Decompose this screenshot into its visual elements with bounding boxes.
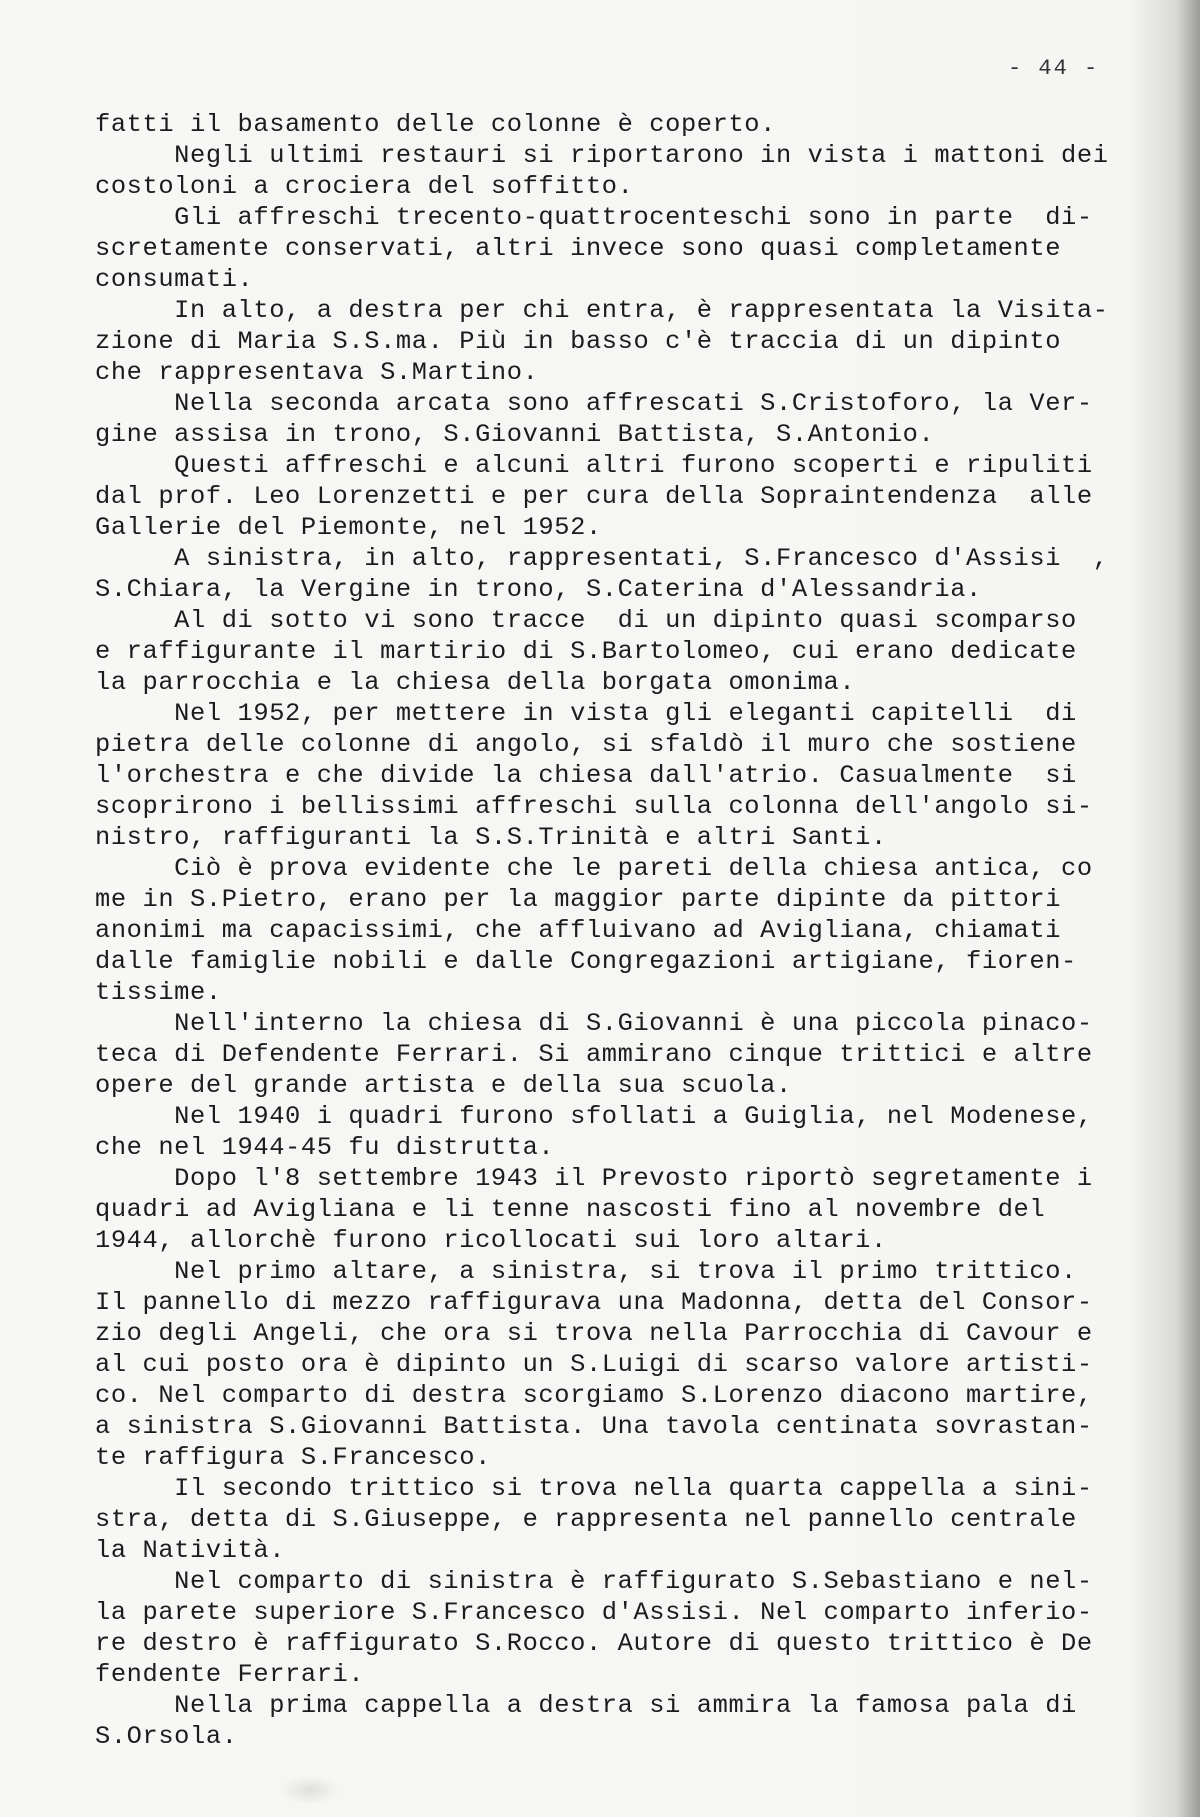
page-number: - 44 - (1008, 56, 1100, 81)
text-line: Nel 1940 i quadri furono sfollati a Guiglia, nel Modenese, (95, 1102, 1093, 1131)
text-line: teca di Defendente Ferrari. Si ammirano cinque trittici e altre (95, 1040, 1093, 1069)
text-line: costoloni a crociera del soffitto. (95, 172, 634, 201)
text-line: re destro è raffigurato S.Rocco. Autore di questo trittico è De (95, 1629, 1093, 1658)
text-line: la Natività. (95, 1536, 286, 1565)
text-line: Nel primo altare, a sinistra, si trova il primo trittico. (95, 1257, 1077, 1286)
page-text (95, 109, 1135, 1752)
text-line: S.Chiara, la Vergine in trono, S.Caterina d'Alessandria. (95, 575, 982, 604)
paper-smudge (280, 1775, 340, 1805)
text-line: che nel 1944-45 fu distrutta. (95, 1133, 555, 1162)
text-line: te raffigura S.Francesco. (95, 1443, 491, 1472)
text-line: Nella seconda arcata sono affrescati S.Cristoforo, la Ver- (95, 389, 1093, 418)
text-line: me in S.Pietro, erano per la maggior parte dipinte da pittori (95, 885, 1062, 914)
text-line: Nel 1952, per mettere in vista gli eleganti capitelli di (95, 699, 1077, 728)
text-line: dalle famiglie nobili e dalle Congregazioni artigiane, fioren- (95, 947, 1077, 976)
text-line: gine assisa in trono, S.Giovanni Battista, S.Antonio. (95, 420, 935, 449)
text-line: la parete superiore S.Francesco d'Assisi. Nel comparto inferio- (95, 1598, 1093, 1627)
text-line: Dopo l'8 settembre 1943 il Prevosto riportò segretamente i (95, 1164, 1093, 1193)
text-line: opere del grande artista e della sua scuola. (95, 1071, 792, 1100)
text-line: In alto, a destra per chi entra, è rappresentata la Visita- (95, 296, 1109, 325)
text-line: A sinistra, in alto, rappresentati, S.Francesco d'Assisi , (95, 544, 1109, 573)
text-line: S.Orsola. (95, 1722, 238, 1751)
text-line: Gli affreschi trecento-quattrocenteschi sono in parte di- (95, 203, 1093, 232)
text-line: nistro, raffiguranti la S.S.Trinità e altri Santi. (95, 823, 887, 852)
text-line: zione di Maria S.S.ma. Più in basso c'è traccia di un dipinto (95, 327, 1062, 356)
text-line: Negli ultimi restauri si riportarono in vista i mattoni dei (95, 141, 1109, 170)
text-line: pietra delle colonne di angolo, si sfaldò il muro che sostiene (95, 730, 1077, 759)
text-line: scoprirono i bellissimi affreschi sulla colonna dell'angolo si- (95, 792, 1093, 821)
text-line: tissime. (95, 978, 222, 1007)
text-line: a sinistra S.Giovanni Battista. Una tavola centinata sovrastan- (95, 1412, 1093, 1441)
text-line: dal prof. Leo Lorenzetti e per cura della Sopraintendenza alle (95, 482, 1093, 511)
text-line: Nella prima cappella a destra si ammira la famosa pala di (95, 1691, 1077, 1720)
text-line: Ciò è prova evidente che le pareti della chiesa antica, co (95, 854, 1093, 883)
text-line: la parrocchia e la chiesa della borgata omonima. (95, 668, 856, 697)
text-line: fatti il basamento delle colonne è coperto. (95, 110, 776, 139)
text-line: Nel comparto di sinistra è raffigurato S.Sebastiano e nel- (95, 1567, 1093, 1596)
text-line: Gallerie del Piemonte, nel 1952. (95, 513, 602, 542)
text-line: Questi affreschi e alcuni altri furono scoperti e ripuliti (95, 451, 1093, 480)
text-line: e raffigurante il martirio di S.Bartolomeo, cui erano dedicate (95, 637, 1077, 666)
text-line: 1944, allorchè furono ricollocati sui loro altari. (95, 1226, 887, 1255)
text-line: consumati. (95, 265, 254, 294)
text-line: che rappresentava S.Martino. (95, 358, 539, 387)
text-line: fendente Ferrari. (95, 1660, 365, 1689)
text-line: co. Nel comparto di destra scorgiamo S.Lorenzo diacono martire, (95, 1381, 1093, 1410)
text-line: al cui posto ora è dipinto un S.Luigi di scarso valore artisti- (95, 1350, 1093, 1379)
text-line: Il pannello di mezzo raffigurava una Madonna, detta del Consor- (95, 1288, 1093, 1317)
text-line: stra, detta di S.Giuseppe, e rappresenta nel pannello centrale (95, 1505, 1077, 1534)
text-line: l'orchestra e che divide la chiesa dall'atrio. Casualmente si (95, 761, 1077, 790)
text-line: zio degli Angeli, che ora si trova nella Parrocchia di Cavour e (95, 1319, 1093, 1348)
text-line: Al di sotto vi sono tracce di un dipinto quasi scomparso (95, 606, 1077, 635)
text-line: anonimi ma capacissimi, che affluivano ad Avigliana, chiamati (95, 916, 1062, 945)
text-line: Il secondo trittico si trova nella quarta cappella a sini- (95, 1474, 1093, 1503)
text-line: Nell'interno la chiesa di S.Giovanni è una piccola pinaco- (95, 1009, 1093, 1038)
text-line: quadri ad Avigliana e li tenne nascosti fino al novembre del (95, 1195, 1046, 1224)
text-line: scretamente conservati, altri invece sono quasi completamente (95, 234, 1062, 263)
